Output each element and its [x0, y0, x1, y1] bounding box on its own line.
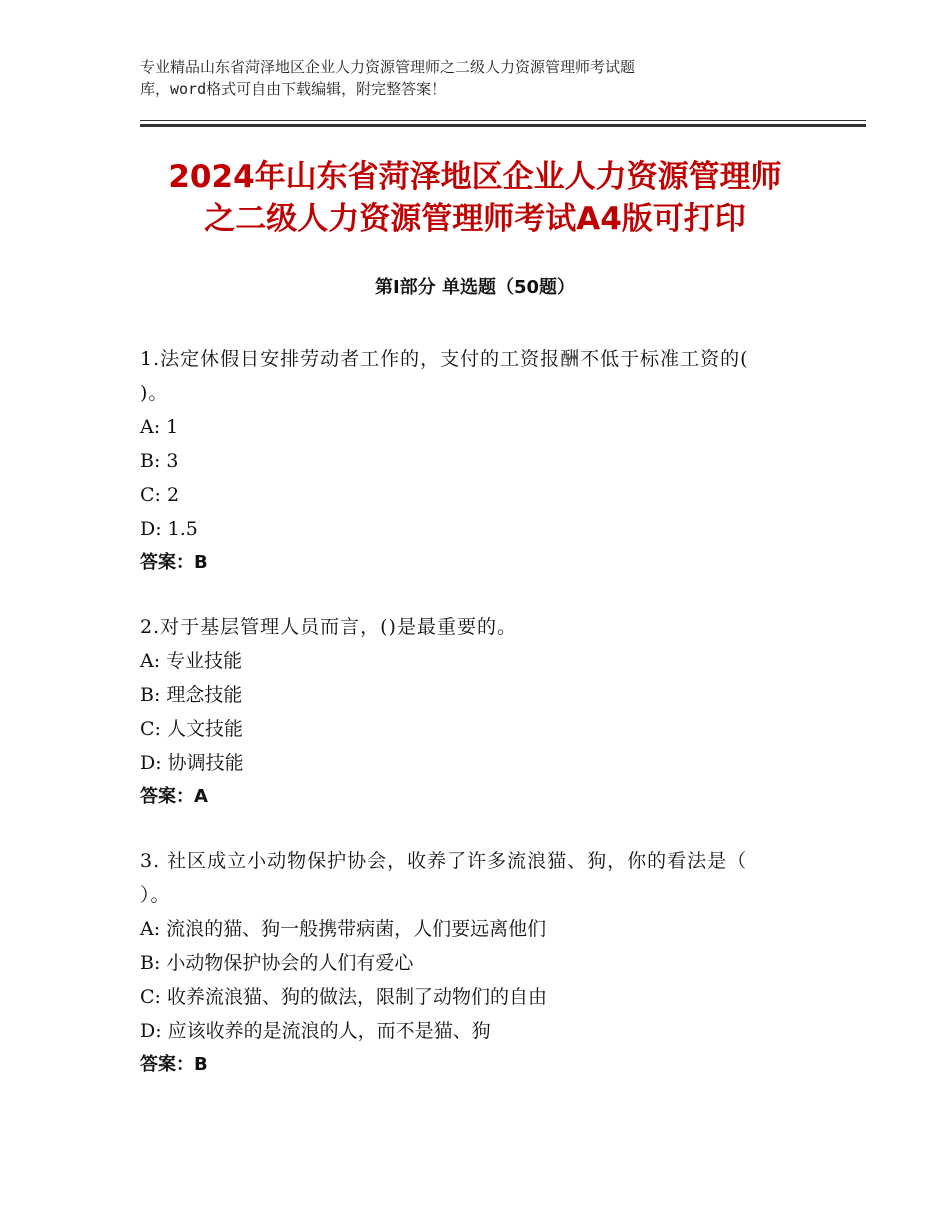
option-b: B: 3 — [140, 450, 179, 472]
document-title — [100, 156, 850, 240]
header-rule-thin — [140, 120, 866, 121]
header-note-line2: 库，word格式可自由下载编辑，附完整答案！ — [140, 80, 447, 98]
header-rule-thick — [140, 124, 866, 127]
option-a: A: 专业技能 — [140, 650, 243, 672]
option-a: A: 流浪的猫、狗一般携带病菌，人们要远离他们 — [140, 918, 547, 940]
section-heading: 第Ⅰ部分 单选题（50题） — [374, 277, 575, 298]
header-note — [140, 56, 780, 100]
document-title-line1: 2024年山东省菏泽地区企业人力资源管理师 — [168, 159, 782, 195]
question-stem-line1: 2.对于基层管理人员而言，()是最重要的。 — [140, 616, 517, 638]
header-note-line1: 专业精品山东省菏泽地区企业人力资源管理师之二级人力资源管理师考试题 — [140, 58, 636, 76]
question-list — [140, 342, 820, 1112]
option-b: B: 小动物保护协会的人们有爱心 — [140, 952, 414, 974]
question-stem-line2: )。 — [140, 382, 169, 404]
answer: 答案：B — [140, 1054, 208, 1075]
option-d: D: 应该收养的是流浪的人，而不是猫、狗 — [140, 1020, 491, 1042]
question-3 — [140, 844, 820, 1082]
option-a: A: 1 — [140, 416, 179, 438]
question-stem-line1: 1.法定休假日安排劳动者工作的，支付的工资报酬不低于标准工资的( — [140, 348, 749, 370]
question-1 — [140, 342, 820, 580]
question-stem-line2: ）。 — [140, 884, 171, 906]
question-stem-line1: 3. 社区成立小动物保护协会，收养了许多流浪猫、狗，你的看法是（ — [140, 850, 748, 872]
option-c: C: 收养流浪猫、狗的做法，限制了动物们的自由 — [140, 986, 547, 1008]
answer: 答案：A — [140, 786, 208, 807]
option-d: D: 协调技能 — [140, 752, 244, 774]
option-d: D: 1.5 — [140, 518, 198, 540]
document-title-line2: 之二级人力资源管理师考试A4版可打印 — [204, 201, 746, 237]
answer: 答案：B — [140, 552, 208, 573]
question-2 — [140, 610, 820, 814]
option-c: C: 人文技能 — [140, 718, 243, 740]
option-b: B: 理念技能 — [140, 684, 243, 706]
option-c: C: 2 — [140, 484, 180, 506]
